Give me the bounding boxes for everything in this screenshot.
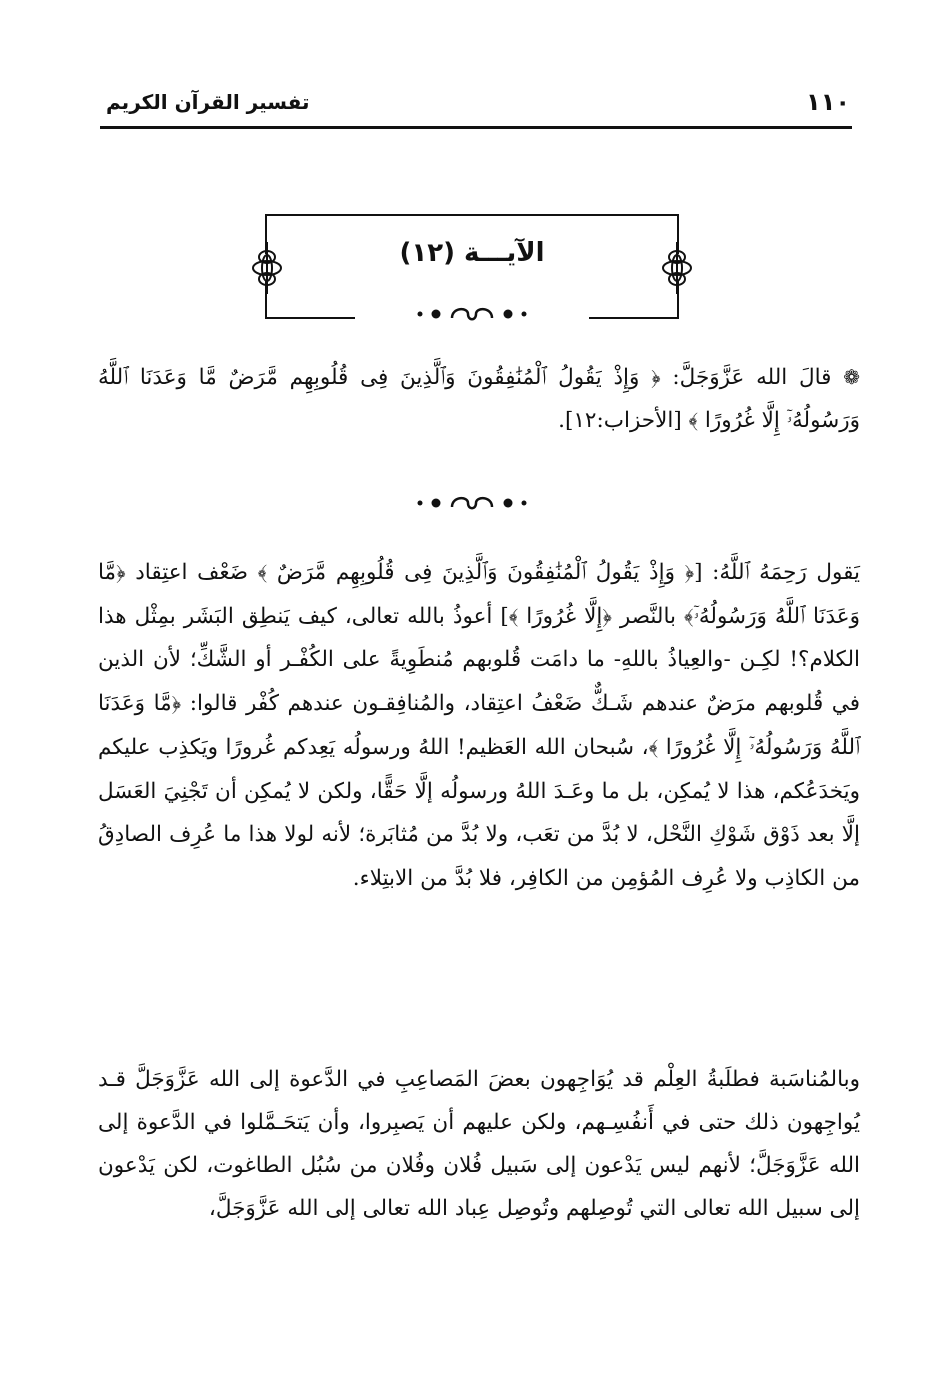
commentary-paragraph bbox=[98, 551, 860, 901]
advice-text: وبالمُناسَبة فطلَبةُ العِلْم قد يُوَاجِهون بعضَ المَصاعِبِ في الدَّعوة إلى الله عَزَّوَجَلَّ قـد يُواجِهون ذلك حتى في أَنفُسِـهم، ولكن عليهم أن يَصبِروا، وأن يَتحَـمَّلوا في الدَّعوة إلى الله عَزَّوَجَلَّ؛ لأنهم ليس يَدْعون إلى سَبيل فُلان وفُلان من سُبُل الطاغوت، لكن يَدْعون إلى سبيل الله تعالى التي تُوصِلهم وتُوصِل عِباد الله تعالى إلى الله عَزَّوَجَلَّ، bbox=[98, 1067, 860, 1221]
ayah-title: الآيـــة (١٢) bbox=[399, 238, 545, 268]
verse-paragraph bbox=[98, 356, 860, 442]
dot-scroll-separator-icon bbox=[412, 304, 532, 324]
page-number: ١١٠ bbox=[806, 88, 850, 116]
running-header bbox=[100, 84, 852, 129]
commentary-text: يَقول رَحِمَهُ ٱللَّهُ: [﴿ وَإِذْ يَقُولُ ٱلْمُنَٰفِقُونَ وَٱلَّذِينَ فِى قُلُوبِهِم مَّرَضٌ ﴾ ضَعْف اعتِقاد ﴿مَّا وَعَدَنَا ٱللَّهُ وَرَسُولُهُۥٓ﴾ بالنَّصر ﴿إِلَّا غُرُورًا ﴾] أعوذُ بالله تعالى، كيف يَنطِق البَشَر بمِثْل هذا الكلام؟! لكِـن -والعِياذُ باللهِ- ما دامَت قُلوبهم مُنطَوِيةً على الكُفْـر أو الشَّكِّ؛ لأن الذين في قُلوبهم مرَضٌ عندهم شَـكٌّ ضَعْفُ اعتِقاد، والمُنافِقـون عندهم كُفْر قالوا: ﴿مَّا وَعَدَنَا ٱللَّهُ وَرَسُولُهُۥٓ إِلَّا غُرُورًا ﴾، سُبحان الله العَظيم! اللهُ ورسولُه يَعِدكم غُرورًا ويَكذِب عليكم ويَخدَعُكم، هذا لا يُمكِن، بل ما وعَـدَ اللهُ ورسولُه إلَّا حَقًّا، ولكن لا يُمكِن أن تَجْنِيَ العَسَل إلَّا بعد ذَوْق شَوْكِ النَّحْل، لا بُدَّ من تعَب، ولا بُدَّ من مُثابَرة؛ لأنه لولا هذا ما عُرِف الصادِقُ من الكاذِب ولا عُرِف المُؤمِن من الكافِر، فلا بُدَّ من الابتِلاء. bbox=[98, 560, 860, 891]
flower-marker-icon: ❁ bbox=[843, 365, 860, 389]
verse-text: قالَ الله عَزَّوَجَلَّ: ﴿ وَإِذْ يَقُولُ ٱلْمُنَٰفِقُونَ وَٱلَّذِينَ فِى قُلُوبِهِم مَّرَضٌ مَّا وَعَدَنَا ٱللَّهُ وَرَسُولُهُۥٓ إِلَّا غُرُورًا ﴾ [الأحزاب:١٢]. bbox=[98, 365, 860, 433]
advice-paragraph bbox=[98, 1058, 860, 1230]
dot-scroll-separator-icon bbox=[412, 493, 532, 513]
book-title: تفسير القرآن الكريم bbox=[106, 90, 310, 114]
